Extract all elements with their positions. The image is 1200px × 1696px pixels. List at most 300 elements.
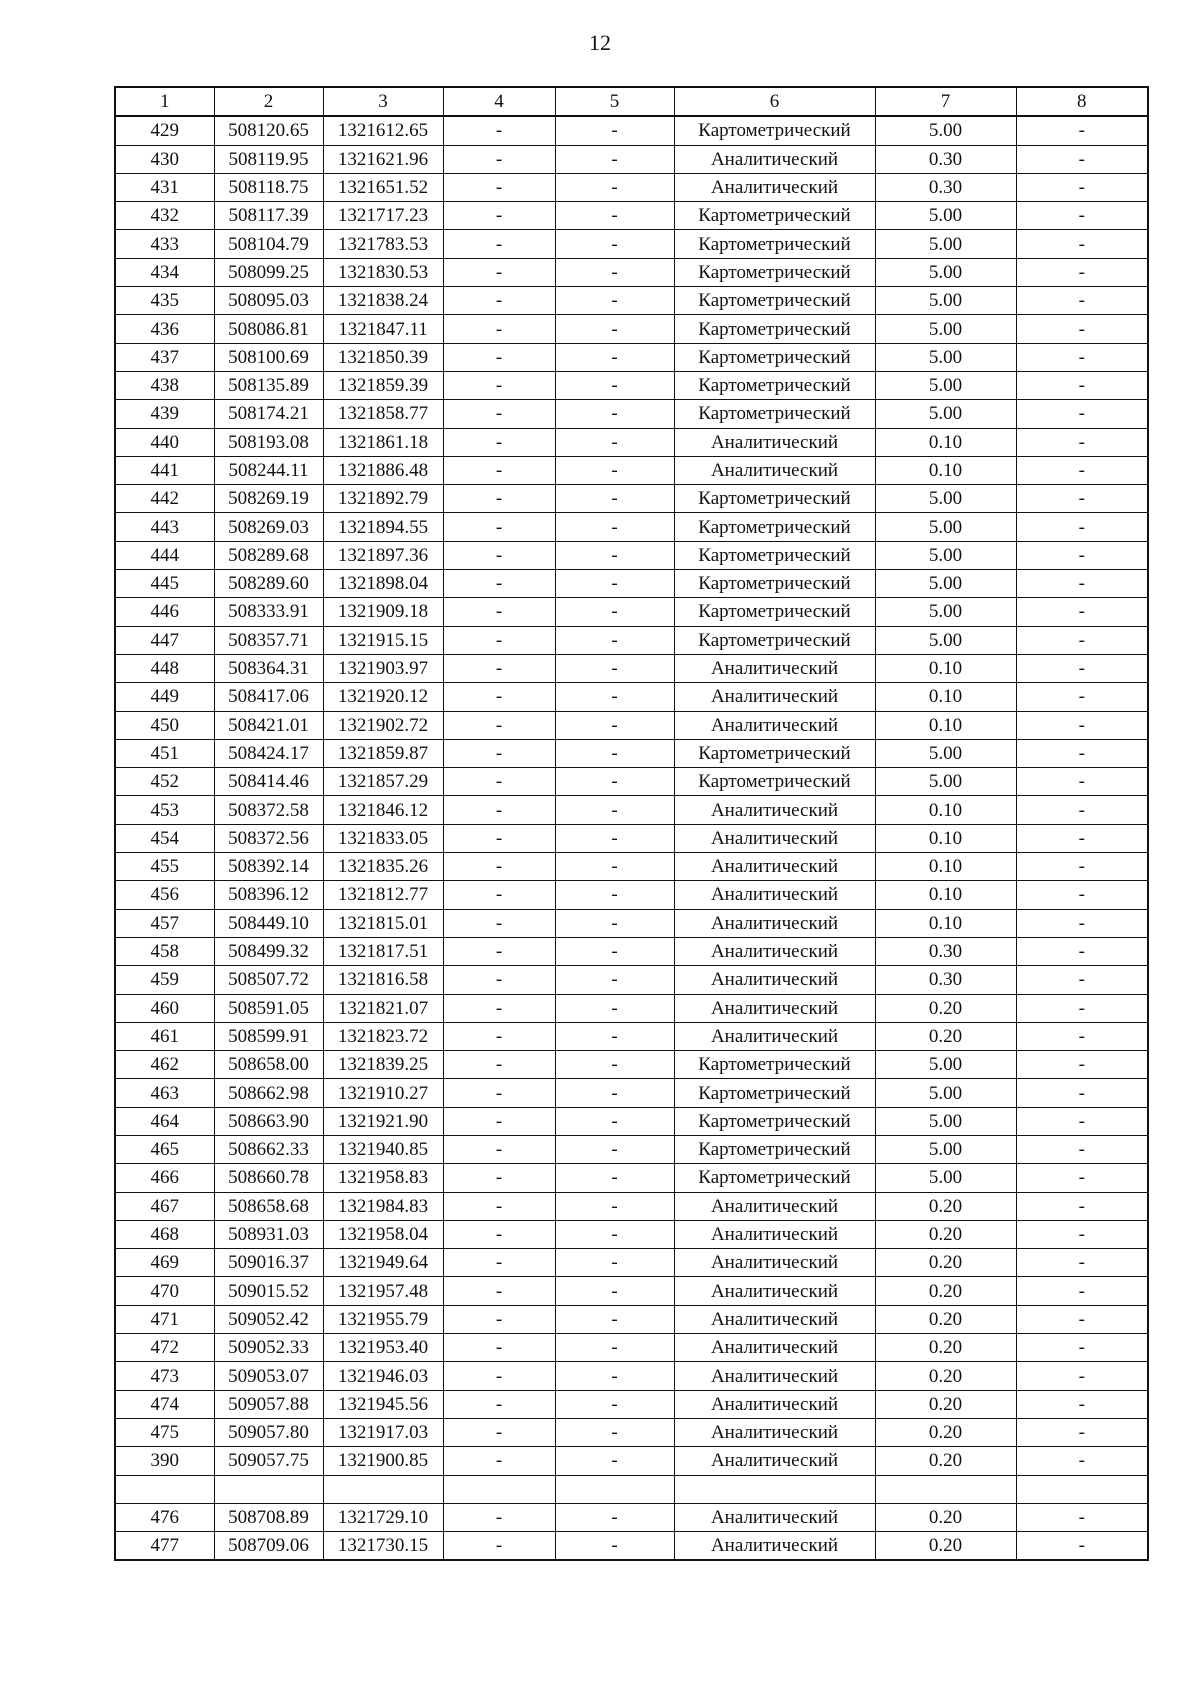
table-cell: 1321886.48 <box>323 456 443 484</box>
table-cell: - <box>1016 371 1148 399</box>
table-cell: Аналитический <box>674 1277 875 1305</box>
table-cell: - <box>443 909 555 937</box>
table-cell: - <box>1016 1022 1148 1050</box>
table-cell: 1321859.39 <box>323 371 443 399</box>
table-cell: 5.00 <box>875 400 1016 428</box>
table-cell: 455 <box>115 853 214 881</box>
column-header: 3 <box>323 87 443 116</box>
table-cell: 451 <box>115 739 214 767</box>
table-cell: 448 <box>115 654 214 682</box>
table-cell: 1321838.24 <box>323 287 443 315</box>
table-cell <box>214 1475 323 1503</box>
table-cell: Аналитический <box>674 1532 875 1561</box>
table-cell: 0.10 <box>875 428 1016 456</box>
table-cell: 1321830.53 <box>323 258 443 286</box>
table-cell: - <box>1016 173 1148 201</box>
table-cell: 5.00 <box>875 570 1016 598</box>
table-cell: 1321857.29 <box>323 768 443 796</box>
table-cell: - <box>443 1079 555 1107</box>
table-cell: 1321946.03 <box>323 1362 443 1390</box>
table-cell: 1321850.39 <box>323 343 443 371</box>
table-cell: - <box>443 1249 555 1277</box>
table-cell: 1321817.51 <box>323 937 443 965</box>
table-cell: - <box>1016 315 1148 343</box>
coordinates-table <box>114 86 1149 1561</box>
table-cell: 476 <box>115 1503 214 1531</box>
table-cell: - <box>555 739 674 767</box>
table-cell: 0.20 <box>875 1503 1016 1531</box>
table-cell: - <box>443 513 555 541</box>
table-cell: Картометрический <box>674 1107 875 1135</box>
table-cell: - <box>443 853 555 881</box>
table-header-row <box>115 87 1148 116</box>
table-cell: 508658.68 <box>214 1192 323 1220</box>
table-row <box>115 768 1148 796</box>
table-cell: Картометрический <box>674 570 875 598</box>
table-row <box>115 711 1148 739</box>
table-cell: - <box>1016 1503 1148 1531</box>
table-cell: - <box>1016 1249 1148 1277</box>
table-cell: Аналитический <box>674 1305 875 1333</box>
table-cell: 1321902.72 <box>323 711 443 739</box>
table-cell: Аналитический <box>674 853 875 881</box>
table-cell: 465 <box>115 1135 214 1163</box>
table-cell: 0.20 <box>875 1277 1016 1305</box>
table-cell: - <box>555 966 674 994</box>
table-cell: - <box>1016 853 1148 881</box>
table-cell: 508333.91 <box>214 598 323 626</box>
table-cell: - <box>555 711 674 739</box>
table-cell: Картометрический <box>674 541 875 569</box>
table-cell: 508120.65 <box>214 116 323 145</box>
table-cell: - <box>555 994 674 1022</box>
table-row <box>115 1051 1148 1079</box>
table-row <box>115 796 1148 824</box>
table-cell: 1321945.56 <box>323 1390 443 1418</box>
table-cell: Картометрический <box>674 230 875 258</box>
table-cell: Картометрический <box>674 1164 875 1192</box>
table-cell: Картометрический <box>674 598 875 626</box>
table-row <box>115 202 1148 230</box>
table-cell: 432 <box>115 202 214 230</box>
table-cell: 1321816.58 <box>323 966 443 994</box>
table-cell: - <box>555 768 674 796</box>
table-cell: - <box>555 173 674 201</box>
table-cell: 1321858.77 <box>323 400 443 428</box>
table-cell: - <box>443 994 555 1022</box>
table-cell: - <box>555 485 674 513</box>
table-cell: - <box>443 315 555 343</box>
table-cell: 508364.31 <box>214 654 323 682</box>
table-cell: Аналитический <box>674 1447 875 1475</box>
table-cell: 508086.81 <box>214 315 323 343</box>
table-cell: 1321958.04 <box>323 1220 443 1248</box>
table-cell: 508100.69 <box>214 343 323 371</box>
column-header: 4 <box>443 87 555 116</box>
table-cell: 509057.88 <box>214 1390 323 1418</box>
table-cell: 1321815.01 <box>323 909 443 937</box>
table-cell: - <box>443 1532 555 1561</box>
table-cell: 0.10 <box>875 654 1016 682</box>
table-cell: Аналитический <box>674 1503 875 1531</box>
table-cell: - <box>555 371 674 399</box>
table-row <box>115 343 1148 371</box>
table-cell: Аналитический <box>674 937 875 965</box>
table-cell: 0.10 <box>875 711 1016 739</box>
table-row <box>115 966 1148 994</box>
table-cell: 466 <box>115 1164 214 1192</box>
table-row <box>115 1022 1148 1050</box>
table-cell: 1321859.87 <box>323 739 443 767</box>
table-cell: - <box>1016 116 1148 145</box>
table-cell: 431 <box>115 173 214 201</box>
table-cell: 0.20 <box>875 1334 1016 1362</box>
table-cell: - <box>555 654 674 682</box>
table-cell: 1321717.23 <box>323 202 443 230</box>
table-cell: 508662.33 <box>214 1135 323 1163</box>
table-cell: - <box>1016 1135 1148 1163</box>
table-cell: - <box>443 116 555 145</box>
table-cell: - <box>443 541 555 569</box>
table-cell: - <box>555 202 674 230</box>
table-cell <box>1016 1475 1148 1503</box>
table-cell: 0.10 <box>875 853 1016 881</box>
table-cell: - <box>1016 1447 1148 1475</box>
table-cell: 508663.90 <box>214 1107 323 1135</box>
table-cell: - <box>443 683 555 711</box>
table-cell: 442 <box>115 485 214 513</box>
table-cell: - <box>555 145 674 173</box>
table-cell: 0.10 <box>875 683 1016 711</box>
table-cell: - <box>443 456 555 484</box>
table-cell: 0.10 <box>875 456 1016 484</box>
table-cell: 5.00 <box>875 1107 1016 1135</box>
table-cell: - <box>1016 202 1148 230</box>
table-cell: Аналитический <box>674 994 875 1022</box>
table-cell: Аналитический <box>674 1390 875 1418</box>
table-cell: Аналитический <box>674 966 875 994</box>
table-cell: - <box>555 796 674 824</box>
table-cell: - <box>443 937 555 965</box>
table-cell: 1321898.04 <box>323 570 443 598</box>
table-cell: 1321921.90 <box>323 1107 443 1135</box>
table-cell: 0.20 <box>875 1192 1016 1220</box>
table-cell: - <box>443 626 555 654</box>
table-cell: 508269.03 <box>214 513 323 541</box>
table-cell: 508396.12 <box>214 881 323 909</box>
table-row <box>115 1107 1148 1135</box>
table-cell: - <box>555 428 674 456</box>
table-cell: 452 <box>115 768 214 796</box>
table-cell: 508099.25 <box>214 258 323 286</box>
table-cell: 508658.00 <box>214 1051 323 1079</box>
table-cell: - <box>555 570 674 598</box>
table-cell: 435 <box>115 287 214 315</box>
table-row <box>115 1249 1148 1277</box>
table-row <box>115 1390 1148 1418</box>
table-cell: 467 <box>115 1192 214 1220</box>
table-cell: - <box>555 1418 674 1446</box>
table-cell: - <box>555 1362 674 1390</box>
table-row <box>115 570 1148 598</box>
table-cell: - <box>443 1362 555 1390</box>
table-cell: 429 <box>115 116 214 145</box>
table-row <box>115 853 1148 881</box>
table-row <box>115 1532 1148 1561</box>
table-row <box>115 937 1148 965</box>
table-cell: 508499.32 <box>214 937 323 965</box>
table-cell <box>875 1475 1016 1503</box>
table-cell: - <box>555 1164 674 1192</box>
table-cell: 508591.05 <box>214 994 323 1022</box>
table-cell: - <box>443 485 555 513</box>
table-cell: 457 <box>115 909 214 937</box>
column-header: 7 <box>875 87 1016 116</box>
table-cell: - <box>1016 881 1148 909</box>
table-cell: - <box>1016 1164 1148 1192</box>
table-cell: 508095.03 <box>214 287 323 315</box>
table-row <box>115 654 1148 682</box>
table-cell: 468 <box>115 1220 214 1248</box>
table-cell: Картометрический <box>674 739 875 767</box>
table-cell: Аналитический <box>674 173 875 201</box>
table-cell: Аналитический <box>674 1418 875 1446</box>
table-cell: - <box>1016 287 1148 315</box>
table-cell: 5.00 <box>875 598 1016 626</box>
table-cell: - <box>443 287 555 315</box>
table-cell: - <box>555 258 674 286</box>
table-cell: - <box>443 1305 555 1333</box>
table-cell: 1321861.18 <box>323 428 443 456</box>
table-cell: 1321917.03 <box>323 1418 443 1446</box>
table-cell: 1321847.11 <box>323 315 443 343</box>
table-cell: 475 <box>115 1418 214 1446</box>
table-cell: 0.20 <box>875 1220 1016 1248</box>
table-cell: - <box>1016 909 1148 937</box>
table-cell: 509053.07 <box>214 1362 323 1390</box>
table-cell: 436 <box>115 315 214 343</box>
table-cell: - <box>443 400 555 428</box>
table-cell: - <box>1016 1277 1148 1305</box>
table-cell: 1321957.48 <box>323 1277 443 1305</box>
table-cell: 1321729.10 <box>323 1503 443 1531</box>
table-cell: - <box>1016 768 1148 796</box>
table-row <box>115 1305 1148 1333</box>
table-cell: 508119.95 <box>214 145 323 173</box>
table-cell: 1321839.25 <box>323 1051 443 1079</box>
table-cell: 0.10 <box>875 881 1016 909</box>
table-cell: - <box>443 1135 555 1163</box>
table-cell: - <box>555 400 674 428</box>
table-cell: - <box>1016 824 1148 852</box>
table-cell: 1321903.97 <box>323 654 443 682</box>
table-cell: 5.00 <box>875 258 1016 286</box>
table-row <box>115 1475 1148 1503</box>
table-cell: - <box>555 456 674 484</box>
table-cell: 508392.14 <box>214 853 323 881</box>
table-cell: Картометрический <box>674 287 875 315</box>
table-cell: - <box>1016 258 1148 286</box>
table-cell: Картометрический <box>674 400 875 428</box>
table-cell: - <box>555 683 674 711</box>
page-number: 12 <box>589 30 611 55</box>
table-cell: 1321783.53 <box>323 230 443 258</box>
table-cell: Аналитический <box>674 654 875 682</box>
table-cell: - <box>443 739 555 767</box>
column-header: 5 <box>555 87 674 116</box>
table-cell: Картометрический <box>674 202 875 230</box>
table-cell: 430 <box>115 145 214 173</box>
table-cell: 509057.80 <box>214 1418 323 1446</box>
table-cell: 469 <box>115 1249 214 1277</box>
table-row <box>115 513 1148 541</box>
table-cell: - <box>443 966 555 994</box>
table-cell: 508414.46 <box>214 768 323 796</box>
table-cell: - <box>1016 1418 1148 1446</box>
table-cell: - <box>1016 1079 1148 1107</box>
table-cell: - <box>555 881 674 909</box>
table-cell: 447 <box>115 626 214 654</box>
table-cell: - <box>555 1051 674 1079</box>
table-cell: 5.00 <box>875 626 1016 654</box>
table-cell: 508599.91 <box>214 1022 323 1050</box>
table-cell: - <box>1016 513 1148 541</box>
table-cell: 1321621.96 <box>323 145 443 173</box>
table-cell: - <box>443 1051 555 1079</box>
table-cell: 509015.52 <box>214 1277 323 1305</box>
table-cell: - <box>1016 541 1148 569</box>
table-row <box>115 230 1148 258</box>
table-row <box>115 400 1148 428</box>
table-cell: 0.30 <box>875 173 1016 201</box>
table-row <box>115 626 1148 654</box>
table-cell: - <box>443 824 555 852</box>
table-cell: - <box>1016 654 1148 682</box>
table-cell: 449 <box>115 683 214 711</box>
table-cell: 1321730.15 <box>323 1532 443 1561</box>
table-row <box>115 287 1148 315</box>
table-cell: Картометрический <box>674 343 875 371</box>
table-cell: Картометрический <box>674 315 875 343</box>
table-cell: - <box>1016 456 1148 484</box>
table-cell: 1321958.83 <box>323 1164 443 1192</box>
table-cell: 5.00 <box>875 116 1016 145</box>
table-row <box>115 371 1148 399</box>
table-cell: 470 <box>115 1277 214 1305</box>
table-cell: Картометрический <box>674 626 875 654</box>
table-cell: - <box>1016 739 1148 767</box>
table-cell: 5.00 <box>875 541 1016 569</box>
table-cell: 1321846.12 <box>323 796 443 824</box>
table-cell: 477 <box>115 1532 214 1561</box>
table-cell: - <box>555 513 674 541</box>
table-cell: - <box>443 202 555 230</box>
table-cell <box>443 1475 555 1503</box>
table-cell: - <box>555 909 674 937</box>
table-cell: - <box>1016 1107 1148 1135</box>
table-cell: 508709.06 <box>214 1532 323 1561</box>
table-cell: 508174.21 <box>214 400 323 428</box>
table-cell: Аналитический <box>674 145 875 173</box>
table-cell: - <box>1016 1051 1148 1079</box>
table-row <box>115 173 1148 201</box>
table-cell: - <box>555 1249 674 1277</box>
table-row <box>115 258 1148 286</box>
table-cell: - <box>1016 937 1148 965</box>
table-cell: 5.00 <box>875 371 1016 399</box>
table-cell: Аналитический <box>674 824 875 852</box>
table-cell: 1321892.79 <box>323 485 443 513</box>
table-cell: 474 <box>115 1390 214 1418</box>
table-body <box>115 116 1148 1560</box>
table-row <box>115 1220 1148 1248</box>
table-cell: 508117.39 <box>214 202 323 230</box>
table-cell: - <box>555 1305 674 1333</box>
table-row <box>115 1334 1148 1362</box>
table-cell: Аналитический <box>674 881 875 909</box>
table-cell: - <box>443 796 555 824</box>
table-cell: - <box>555 343 674 371</box>
table-cell: 459 <box>115 966 214 994</box>
table-cell: 1321909.18 <box>323 598 443 626</box>
table-cell <box>674 1475 875 1503</box>
column-header: 8 <box>1016 87 1148 116</box>
table-cell: 0.20 <box>875 1305 1016 1333</box>
table-cell: - <box>443 428 555 456</box>
table-cell <box>323 1475 443 1503</box>
table-cell: - <box>555 626 674 654</box>
table-cell: - <box>1016 994 1148 1022</box>
table-cell: 5.00 <box>875 315 1016 343</box>
table-cell: - <box>555 598 674 626</box>
table-cell: - <box>443 1334 555 1362</box>
table-row <box>115 485 1148 513</box>
table-row <box>115 1447 1148 1475</box>
table-cell <box>555 1475 674 1503</box>
table-cell: - <box>555 1022 674 1050</box>
table-cell: 508417.06 <box>214 683 323 711</box>
table-cell: - <box>443 343 555 371</box>
table-cell: 0.30 <box>875 145 1016 173</box>
table-row <box>115 1079 1148 1107</box>
table-cell: - <box>1016 343 1148 371</box>
table-cell: 508289.68 <box>214 541 323 569</box>
table-cell: - <box>555 1447 674 1475</box>
table-cell: 508372.58 <box>214 796 323 824</box>
table-cell: 0.10 <box>875 824 1016 852</box>
table-cell: 1321940.85 <box>323 1135 443 1163</box>
table-cell: 1321812.77 <box>323 881 443 909</box>
table-cell: Аналитический <box>674 456 875 484</box>
table-cell: 5.00 <box>875 768 1016 796</box>
table-cell: - <box>443 1447 555 1475</box>
table-cell: - <box>1016 598 1148 626</box>
table-cell: - <box>443 1164 555 1192</box>
table-cell: 5.00 <box>875 343 1016 371</box>
table-cell: 1321920.12 <box>323 683 443 711</box>
table-cell: - <box>443 1277 555 1305</box>
table-cell: 454 <box>115 824 214 852</box>
table-row <box>115 1503 1148 1531</box>
table-cell: - <box>1016 626 1148 654</box>
table-row <box>115 1192 1148 1220</box>
table-cell: 509052.42 <box>214 1305 323 1333</box>
table-cell: 462 <box>115 1051 214 1079</box>
table-cell: 5.00 <box>875 1164 1016 1192</box>
column-header: 2 <box>214 87 323 116</box>
table-cell: - <box>443 768 555 796</box>
table-cell: - <box>555 1135 674 1163</box>
